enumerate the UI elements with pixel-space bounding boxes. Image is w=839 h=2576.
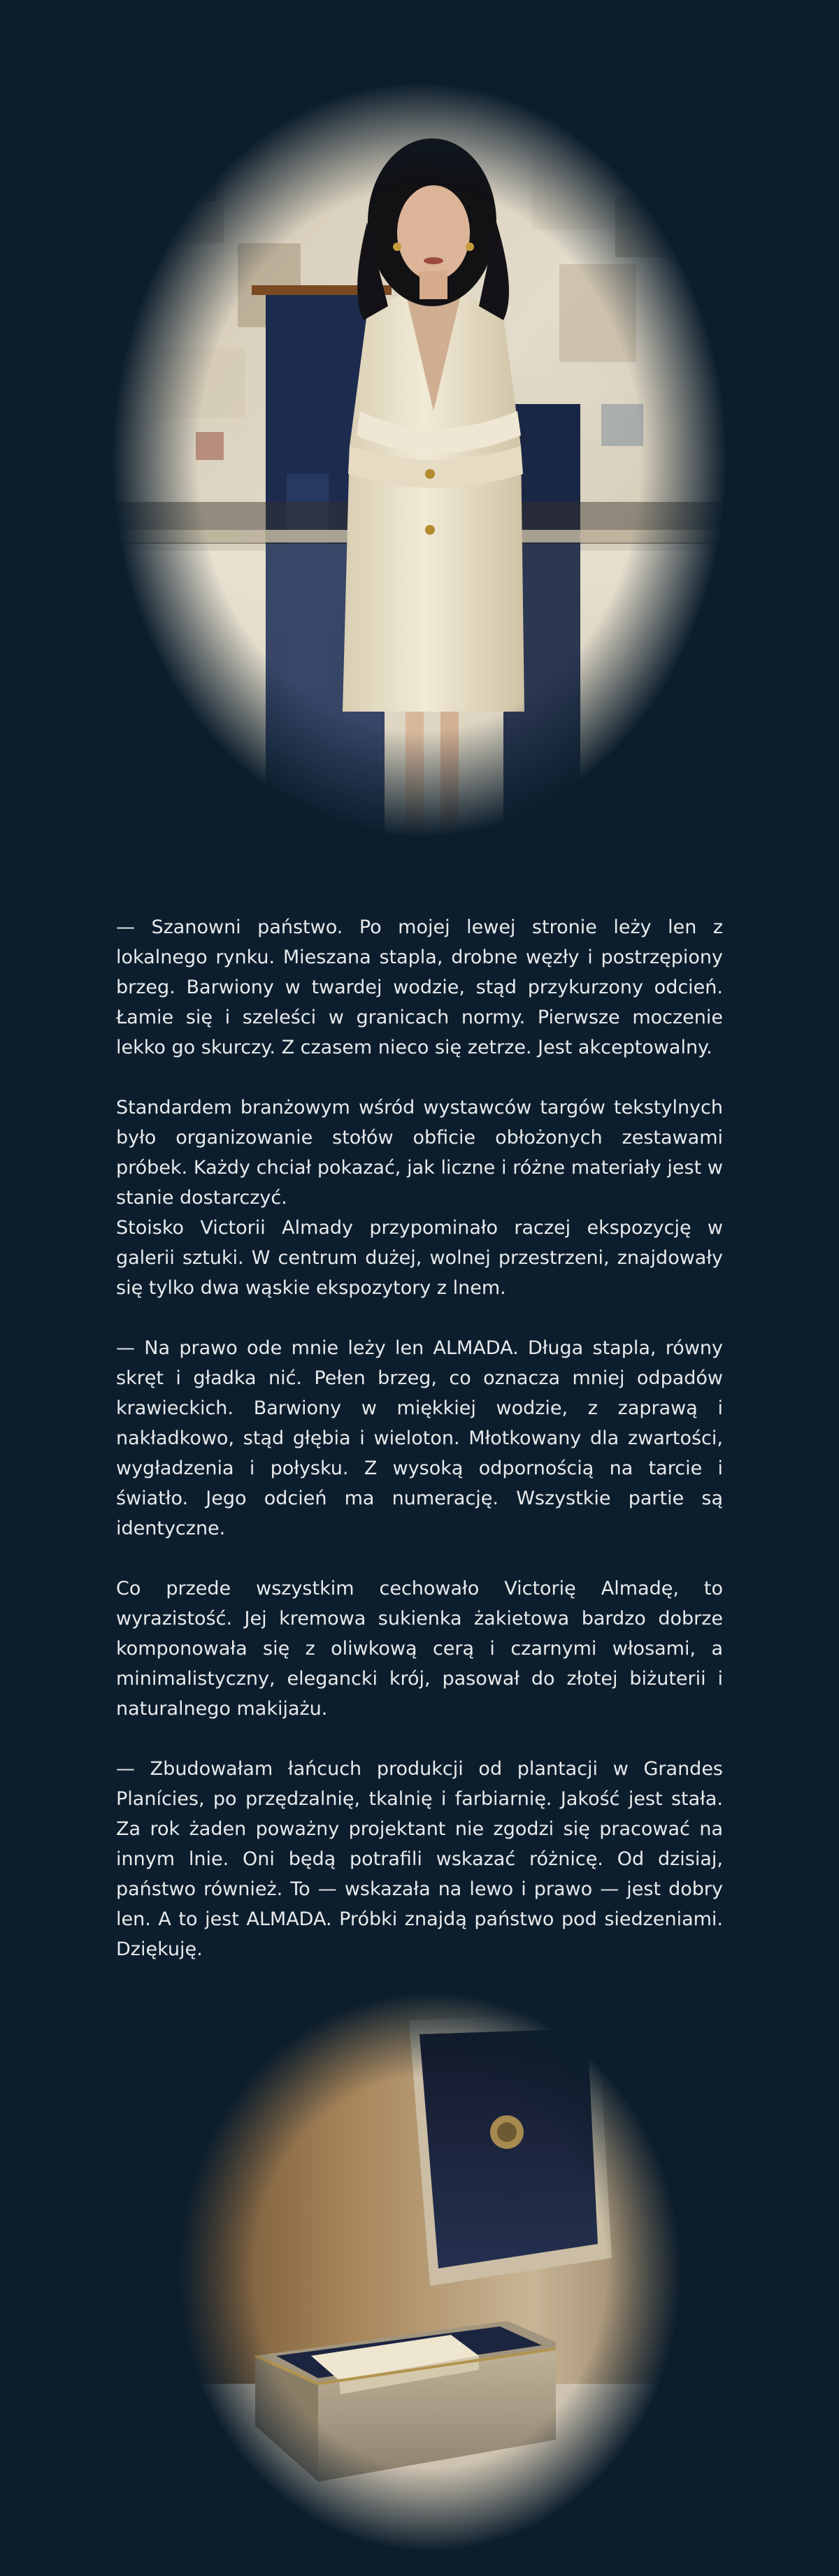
fabric-sample-box — [178, 1992, 682, 2552]
paragraph-5: Co przede wszystkim cechowało Victorię Almadę, to wyrazistość. Jej kremowa sukienka żakietowa bardzo dobrze komponowała się z oliwkową cerą i czarnymi włosami, a minimalistyczny, elegancki krój, pasował do złotej biżuterii i naturalnego makijażu. — [116, 1578, 723, 1720]
paragraph-6: — Zbudowałam łańcuch produkcji od plantacji w Grandes Planícies, po przędzalnię, tkalnię i farbiarnię. Jakość jest stała. Za rok żaden poważny projektant nie zgodzi się pracować na innym lnie. Oni będą potrafili wskazać różnicę. Od dzisiaj, państwo również. To — wskazała na lewo i prawo — jest dobry len. A to jest ALMADA. Próbki znajdą państwo pod siedzeniami. Dziękuję. — [116, 1758, 723, 1960]
paragraph-2: Standardem branżowym wśród wystawców targów tekstylnych było organizowanie stołów obficie obłożonych zestawami próbek. Każdy chciał pokazać, jak liczne i różne materiały jest w stanie dostarczyć. — [116, 1097, 723, 1209]
portrait-painting — [112, 82, 727, 837]
paragraph-4: — Na prawo ode mnie leży len ALMADA. Długa stapla, równy skręt i gładka nić. Pełen brzeg, co oznacza mniej odpadów krawieckich. Barwiony w miękkiej wodzie, z zaprawą i nakładkowo, stąd głębia i wieloton. Młotkowany dla zwartości, wygładzenia i połysku. Z wysoką odpornością na tarcie i światło. Jego odcień ma numerację. Wszystkie partie są identyczne. — [116, 1337, 723, 1539]
paragraph-1: — Szanowni państwo. Po mojej lewej stronie leży len z lokalnego rynku. Mieszana stapla, drobne węzły i postrzępiony brzeg. Barwiony w twardej wodzie, stąd przykurzony odcień. Łamie się i szeleści w granicach normy. Pierwsze moczenie lekko go skurczy. Z czasem nieco się zetrze. Jest akceptowalny. — [116, 916, 723, 1058]
paragraph-3: Stoisko Victorii Almady przypominało raczej ekspozycję w galerii sztuki. W centrum dużej, wolnej przestrzeni, znajdowały się tylko dwa wąskie ekspozytory z lnem. — [116, 1217, 723, 1299]
story-text — [116, 912, 723, 1994]
